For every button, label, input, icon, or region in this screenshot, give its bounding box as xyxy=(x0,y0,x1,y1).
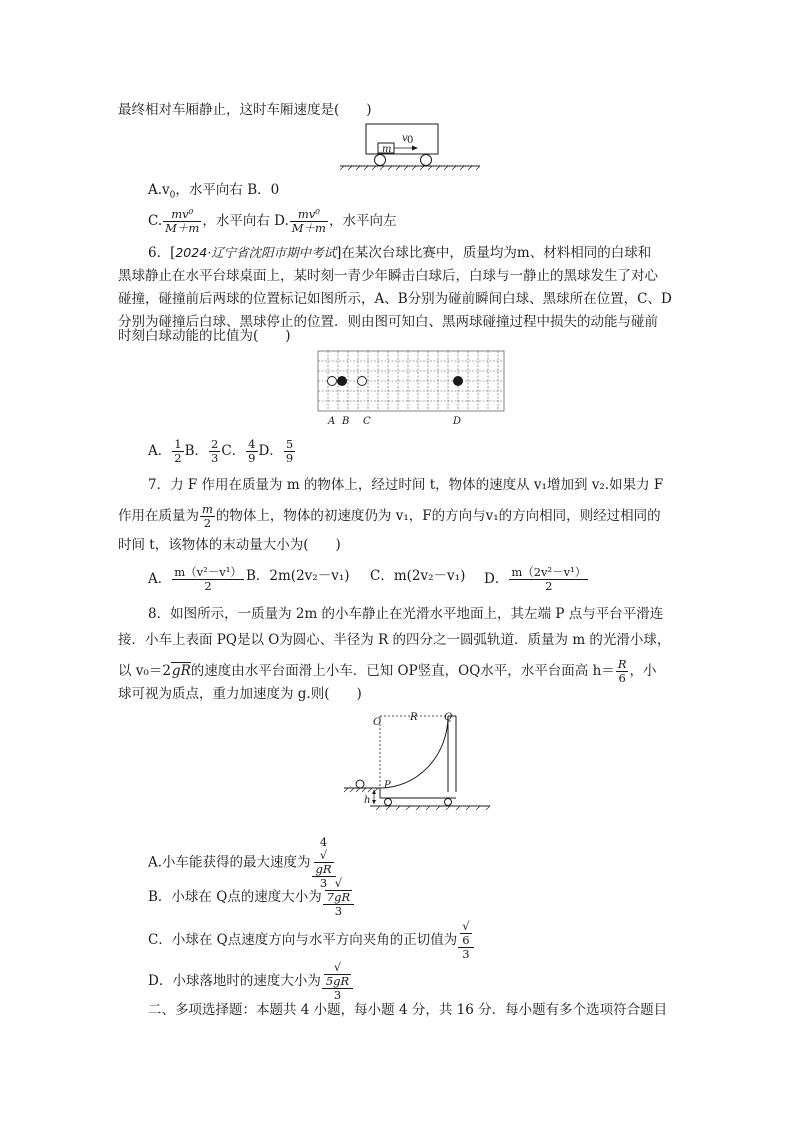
q6-billiard-grid-figure xyxy=(310,348,510,428)
q6-line5: 时刻白球动能的比值为( ) xyxy=(118,328,291,344)
q8-line1: 8．如图所示，一质量为 2m 的小车静止在光滑水平地面上，其左端 P 点与平台平滑连 xyxy=(148,606,664,622)
q5-velocity-label: v xyxy=(402,133,408,144)
q8-label-q: Q xyxy=(444,712,453,723)
q7-option-a: A． $\frac{\text{m（v²－v¹）}}{2}$ xyxy=(148,565,242,593)
q7-option-d: D． $\frac{\text{m（2v²－v¹）}}{2}$ xyxy=(484,565,587,593)
q6-line2: 黑球静止在水平台球桌面上，某时刻一青少年瞬击白球后，白球与一静止的黑球发生了对心 xyxy=(118,268,658,284)
q6-label-b: B xyxy=(342,416,350,427)
q6-label-d: D xyxy=(453,416,462,427)
q7-option-c: C．m(2v₂－v₁) xyxy=(370,568,466,584)
q5-mass-label: m xyxy=(382,144,392,155)
q5-options-ab: $A.v_0$，水平向右 B．0 xyxy=(148,182,280,201)
q6-line1: 6．[2024·辽宁省沈阳市期中考试]在某次台球比赛中，质量均为m、材料相同的白球和 xyxy=(148,245,652,261)
q8-cart-arc-figure xyxy=(340,710,490,810)
q7-option-b: B．2m(2v₂－v₁) xyxy=(246,568,350,584)
q8-label-r: R xyxy=(410,712,418,723)
q6-white-ball-a xyxy=(328,377,337,386)
q8-label-o: O xyxy=(373,717,382,728)
q5-options-cd: C. $\frac{\text{mv⁰}}{M+m}$ ，水平向右 D. $\frac{\text{mv⁰}}{M+m}$ ，水平向左 xyxy=(148,207,397,235)
q7-line3: 时间 t，该物体的末动量大小为( ) xyxy=(118,537,341,553)
section2-heading: 二、多项选择题：本题共 4 小题，每小题 4 分，共 16 分．每小题有多个选项符合题目 xyxy=(148,1002,668,1018)
q8-label-p: P xyxy=(384,780,391,791)
q5-cart-figure xyxy=(340,122,480,172)
q8-line2: 接．小车上表面 PQ是以 O为圆心、半径为 R 的四分之一圆弧轨道．质量为 m 的光滑小球， xyxy=(118,632,671,648)
q6-black-ball-d xyxy=(453,376,463,386)
q6-black-ball-b xyxy=(337,376,347,386)
q8-label-h: h xyxy=(364,795,371,806)
q6-source: 2024·辽宁省沈阳市期中考试 xyxy=(175,245,337,260)
q8-option-b: B．小球在 Q点的速度大小为 √ 7gR 3 xyxy=(148,877,355,918)
q8-option-a: A.小车能获得的最大速度为 4 √ gR 3 xyxy=(148,836,337,890)
q6-options: A． $\frac{1}{2}$ B． $\frac{2}{3}$ C． $\frac{4}{9}$ D． $\frac{5}{9}$ xyxy=(148,437,294,465)
q6-line3: 碰撞，碰撞前后两球的位置标记如图所示，A、B分别为碰前瞬间白球、黑球所在位置，C、D xyxy=(118,291,672,307)
q8-option-d: D．小球落地时的速度大小为 √ 5gR 3 xyxy=(148,961,354,1002)
q6-label-c: C xyxy=(363,416,371,427)
q6-line4: 分别为碰撞后白球、黑球停止的位置．则由图可知白、黑两球碰撞过程中损失的动能与碰前 xyxy=(118,314,658,330)
q7-line2: 作用在质量为 $\frac{m}{2}$ 的物体上，物体的初速度仍为 v₁，F的方向与v₁的方向相同，则经过相同的 xyxy=(118,502,661,530)
q8-option-c: C．小球在 Q点速度方向与水平方向夹角的正切值为 √ 6 3 xyxy=(148,920,475,961)
q6-white-ball-c xyxy=(358,377,367,386)
q8-line4: 球可视为质点，重力加速度为 g.则( ) xyxy=(118,686,362,702)
q8-line3: 以 v₀＝2gR的速度由水平台面滑上小车．已知 OP竖直，OQ水平，水平台面高 h＝ $\frac{R}{6}$ ，小 xyxy=(118,657,657,685)
q6-label-a: A xyxy=(328,416,336,427)
q5-stem-tail: 最终相对车厢静止，这时车厢速度是( ) xyxy=(118,102,372,118)
q5-velocity-sub: 0 xyxy=(407,135,414,146)
q7-line1: 7．力 F 作用在质量为 m 的物体上，经过时间 t，物体的速度从 v₁增加到 v₂.如果力 F xyxy=(148,477,664,493)
